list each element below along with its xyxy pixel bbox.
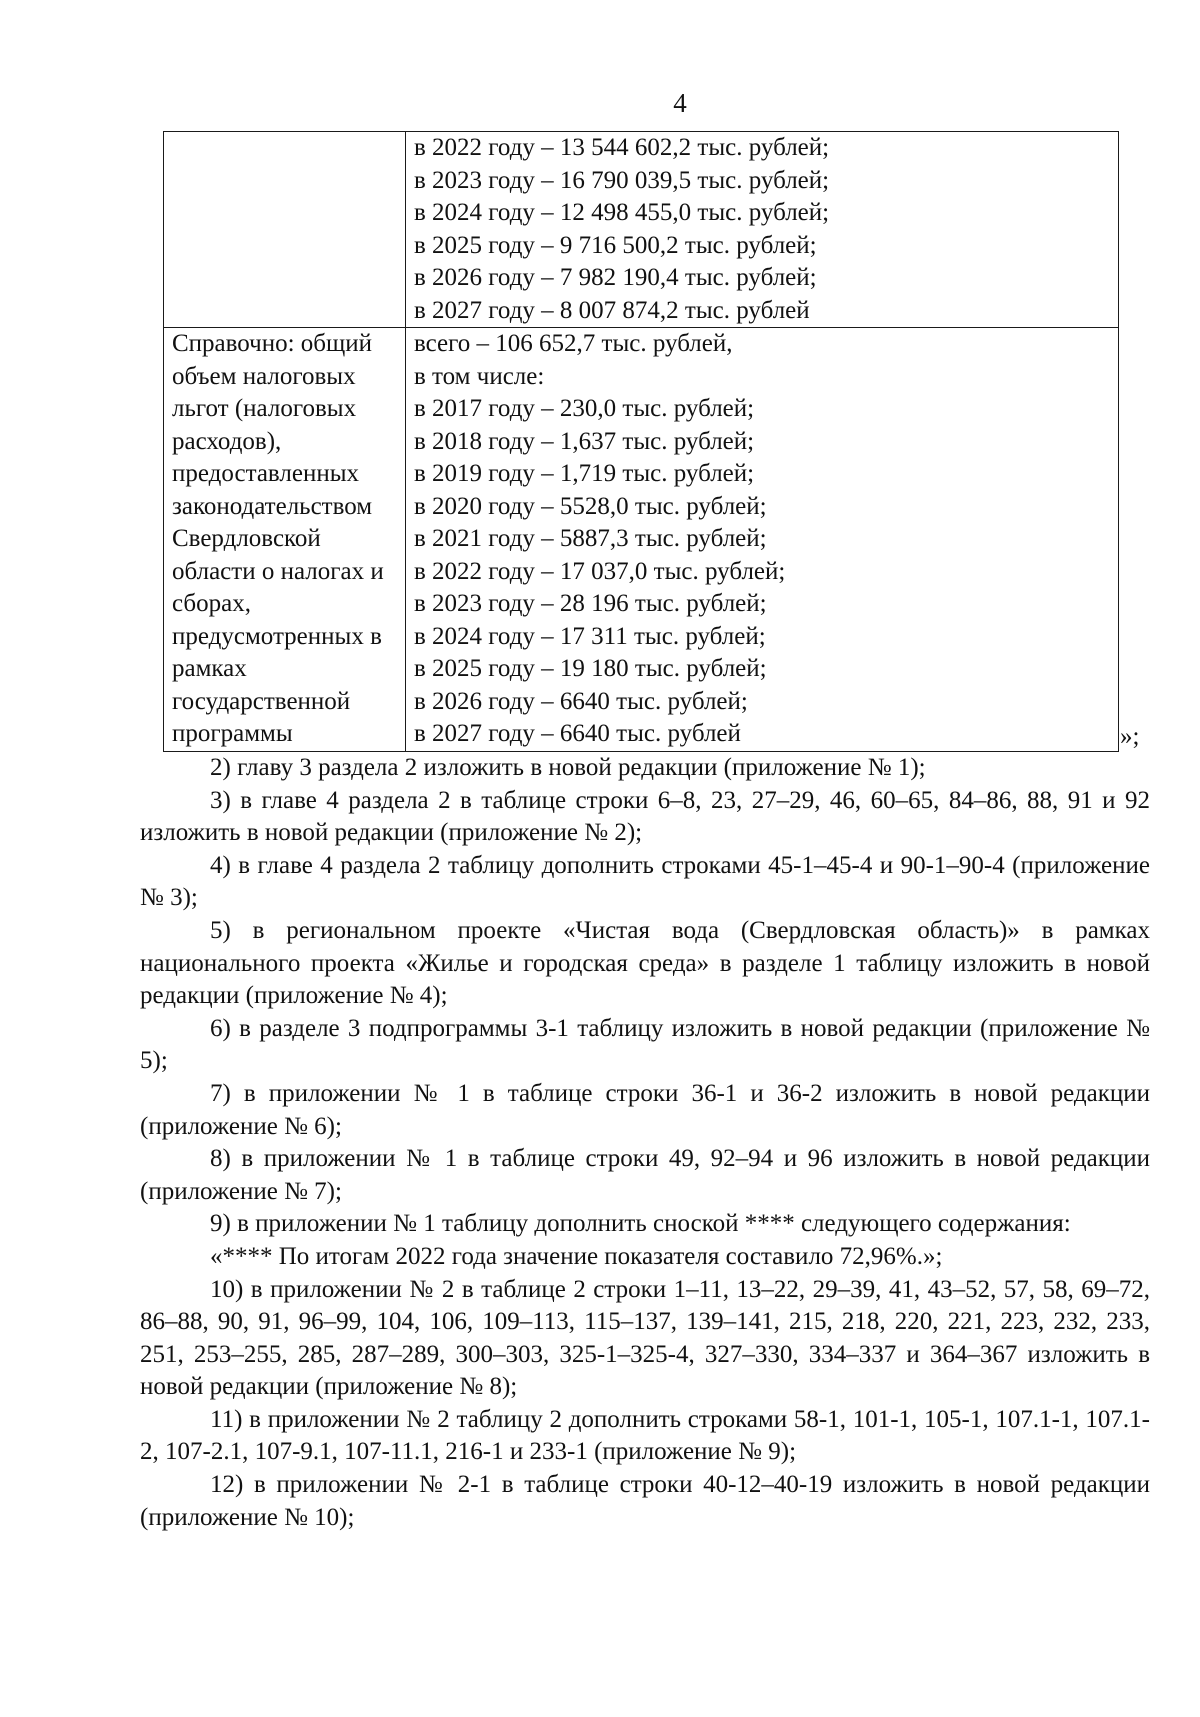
table-line: в 2019 году – 1,719 тыс. рублей; <box>414 460 755 487</box>
table-line: в 2020 году – 5528,0 тыс. рублей; <box>414 492 767 520</box>
table-cell-label <box>164 328 406 752</box>
table-line: в 2024 году – 17 311 тыс. рублей; <box>414 622 766 650</box>
table-closing-mark: »; <box>1120 723 1140 750</box>
table-line: в 2023 году – 28 196 тыс. рублей; <box>414 590 767 617</box>
amendment-item: 7) в приложении № 1 в таблице строки 36-1 и 36-2 изложить в новой редакции (приложение № 6); <box>140 1079 1150 1140</box>
table-line: Свердловской <box>172 525 321 552</box>
table-line: в 2021 году – 5887,3 тыс. рублей; <box>414 525 767 552</box>
table-line: в 2022 году – 17 037,0 тыс. рублей; <box>414 557 786 585</box>
table-row <box>164 328 1119 752</box>
table-line: в 2026 году – 6640 тыс. рублей; <box>414 687 748 715</box>
amendment-item: 10) в приложении № 2 в таблице 2 строки 1–11, 13–22, 29–39, 41, 43–52, 57, 58, 69–72, 86–88, 90, 91, 96–99, 104, 106, 109–113, 115–137, 139–141, 215, 218, 220, 221, 223, 232, 233, 251, 253–255, 285, 287–289, 300–303, 325-1–325-4, 327–330, 334–337 и 364–367 изложить в новой редакции (приложение № 8); <box>140 1275 1150 1401</box>
footnote-quote: «**** По итогам 2022 года значение показателя составило 72,96%.»; <box>210 1242 943 1270</box>
table-line: Справочно: общий <box>172 330 373 357</box>
table-cell-values <box>406 132 1119 328</box>
table-line: в 2025 году – 9 716 500,2 тыс. рублей; <box>414 231 817 259</box>
table-line: в 2025 году – 19 180 тыс. рублей; <box>414 655 767 682</box>
amendment-item: 3) в главе 4 раздела 2 в таблице строки 6–8, 23, 27–29, 46, 60–65, 84–86, 88, 91 и 92 изложить в новой редакции (приложение № 2); <box>140 786 1150 847</box>
table-line: в 2027 году – 6640 тыс. рублей <box>414 720 741 747</box>
amendment-item: 9) в приложении № 1 таблицу дополнить сноской **** следующего содержания: <box>210 1210 1071 1238</box>
table-line: предусмотренных в <box>172 622 382 650</box>
amendment-item: 11) в приложении № 2 таблицу 2 дополнить строками 58-1, 101-1, 105-1, 107.1-1, 107.1-2, 107-2.1, 107-9.1, 107-11.1, 216-1 и 233-1 (приложение № 9); <box>140 1405 1150 1466</box>
page-number: 4 <box>673 88 687 118</box>
amendment-item: 4) в главе 4 раздела 2 таблицу дополнить строками 45-1–45-4 и 90-1–90-4 (приложение № 3); <box>140 851 1150 912</box>
table-line: объем налоговых <box>172 362 356 390</box>
funding-table <box>163 131 1119 752</box>
table-cell-values <box>406 328 1119 752</box>
table-line: в 2018 году – 1,637 тыс. рублей; <box>414 427 755 455</box>
amendment-item: 12) в приложении № 2-1 в таблице строки 40-12–40-19 изложить в новой редакции (приложение № 10); <box>140 1471 1150 1531</box>
table-line: законодательством <box>172 492 373 520</box>
table-cell-label <box>164 132 406 328</box>
table-line: в 2026 году – 7 982 190,4 тыс. рублей; <box>414 264 817 291</box>
table-line: программы <box>172 720 293 747</box>
table-line: в 2027 году – 8 007 874,2 тыс. рублей <box>414 296 810 324</box>
table-line: в 2017 году – 230,0 тыс. рублей; <box>414 395 755 422</box>
table-row <box>164 132 1119 328</box>
amendment-item: 5) в региональном проекте «Чистая вода (Свердловская область)» в рамках национального проекта «Жилье и городская среда» в разделе 1 таблицу изложить в новой редакции (приложение № 4); <box>140 916 1150 1010</box>
table-line: в 2022 году – 13 544 602,2 тыс. рублей; <box>414 134 830 161</box>
table-line: государственной <box>172 687 351 715</box>
amendment-item: 2) главу 3 раздела 2 изложить в новой редакции (приложение № 1); <box>210 754 926 781</box>
amendment-list <box>140 752 1150 1534</box>
amendment-item: 8) в приложении № 1 в таблице строки 49, 92–94 и 96 изложить в новой редакции (приложение № 7); <box>140 1145 1150 1205</box>
table-line: льгот (налоговых <box>172 395 357 422</box>
table-line: в 2024 году – 12 498 455,0 тыс. рублей; <box>414 199 830 226</box>
table-line: в 2023 году – 16 790 039,5 тыс. рублей; <box>414 166 830 194</box>
table-line: рамках <box>172 655 247 682</box>
table-line: области о налогах и <box>172 557 384 585</box>
table-line: расходов), <box>172 427 282 455</box>
table-line: сборах, <box>172 590 251 617</box>
table-line: всего – 106 652,7 тыс. рублей, <box>414 330 733 357</box>
amendment-item: 6) в разделе 3 подпрограммы 3-1 таблицу изложить в новой редакции (приложение № 5); <box>140 1014 1150 1075</box>
table-line: предоставленных <box>172 460 360 487</box>
table-line: в том числе: <box>414 362 545 390</box>
